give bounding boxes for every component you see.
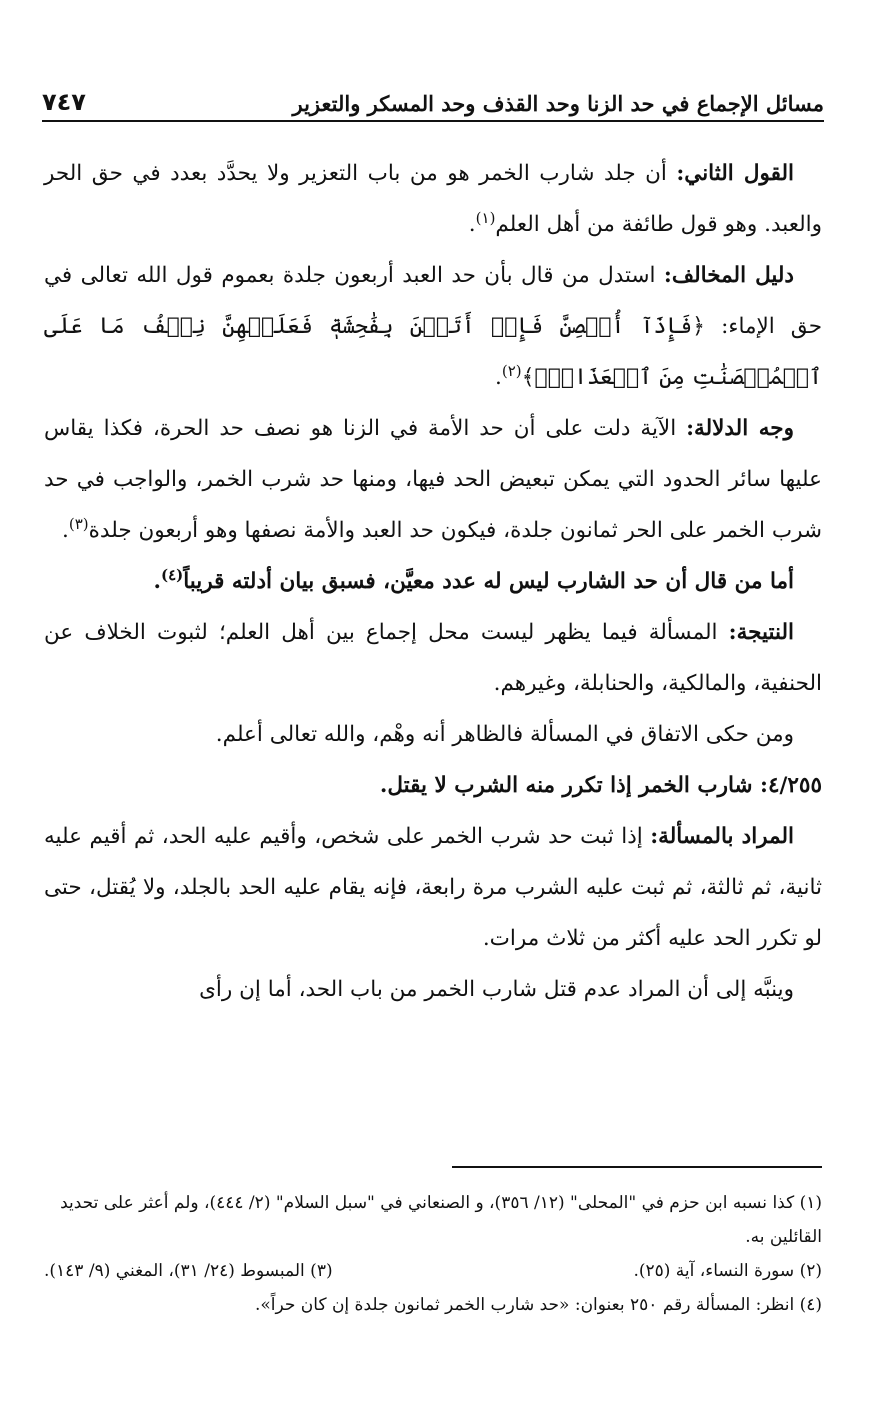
- footnote-3: (٣) المبسوط (٢٤/ ٣١)، المغني (٩/ ١٤٣).: [44, 1261, 333, 1281]
- paragraph-inference: [44, 403, 822, 556]
- footnotes: [44, 1186, 822, 1322]
- footnote-marker: (١): [475, 208, 496, 227]
- header-rule: [42, 120, 824, 122]
- running-title: مسائل الإجماع في حد الزنا وحد القذف وحد المسكر والتعزير: [292, 91, 824, 116]
- paragraph-other-view: [44, 556, 822, 607]
- paragraph-meaning: [44, 811, 822, 964]
- paragraph-text: المسألة فيما يظهر ليست محل إجماع بين أهل العلم؛ لثبوت الخلاف عن الحنفية، والمالكية، والحنابلة، وغيرهم.: [44, 620, 822, 696]
- paragraph-note: [44, 964, 822, 1015]
- footnote-4: (٤) انظر: المسألة رقم ٢٥٠ بعنوان: «حد شارب الخمر ثمانون جلدة إن كان حراً».: [254, 1295, 822, 1315]
- paragraph-text: أما من قال أن حد الشارب ليس له عدد معيَّن، فسبق بيان أدلته قريباً: [183, 569, 794, 594]
- paragraph-label: النتيجة:: [728, 620, 794, 645]
- footnote-marker: (٢): [501, 361, 522, 380]
- paragraph-text: وينبَّه إلى أن المراد عدم قتل شارب الخمر من باب الحد، أما إن رأى: [199, 977, 794, 1002]
- paragraph-label: وجه الدلالة:: [686, 416, 794, 441]
- paragraph-end: .: [62, 518, 69, 543]
- page-header: [42, 72, 824, 116]
- paragraph-label: دليل المخالف:: [663, 263, 794, 288]
- paragraph-opponent-evidence: [44, 250, 822, 403]
- paragraph-result: [44, 607, 822, 709]
- footnote-2: (٢) سورة النساء، آية (٢٥).: [633, 1261, 822, 1281]
- paragraph-text: استدل من قال بأن حد العبد أربعون جلدة بعموم قول الله تعالى في حق الإماء:: [44, 263, 822, 339]
- paragraph-second-opinion: [44, 148, 822, 250]
- footnote-marker: (٣): [68, 514, 89, 533]
- footnote-rule: [452, 1166, 822, 1168]
- page-number: ٧٤٧: [42, 88, 86, 116]
- paragraph-text: إذا ثبت حد شرب الخمر على شخص، وأقيم عليه الحد، ثم أقيم عليه ثانية، ثم ثالثة، ثم ثبت عليه الشرب مرة رابعة، فإنه يقام عليه الحد بالجلد، ولا يُقتل، حتى لو تكرر الحد عليه أكثر من ثلاث مرات.: [44, 824, 822, 951]
- paragraph-conclusion: [44, 709, 822, 760]
- paragraph-end: .: [468, 212, 476, 237]
- quran-verse: ﴿فَإِذَآ أُحۡصِنَّ فَإِنۡ أَتَيۡنَ بِفَٰحِشَةٖ فَعَلَيۡهِنَّ نِصۡفُ مَا عَلَى ٱلۡمُحۡصَنَٰتِ مِنَ ٱلۡعَذَابِۚ﴾: [44, 314, 822, 390]
- footnote-marker: (٤): [160, 565, 184, 584]
- footnote-1: (١) كذا نسبه ابن حزم في "المحلى" (١٢/ ٣٥٦)، و الصنعاني في "سبل السلام" (٢/ ٤٤٤)، ولم أعثر على تحديد القائلين به.: [60, 1193, 822, 1247]
- paragraph-text: ومن حكى الاتفاق في المسألة فالظاهر أنه وهْم، والله تعالى أعلم.: [215, 722, 794, 747]
- main-text: [44, 148, 822, 1015]
- section-heading: ٤/٢٥٥: شارب الخمر إذا تكرر منه الشرب لا يقتل.: [379, 773, 822, 798]
- paragraph-label: المراد بالمسألة:: [650, 824, 794, 849]
- paragraph-end: .: [494, 365, 502, 390]
- paragraph-end: .: [153, 569, 161, 594]
- paragraph-text: أن جلد شارب الخمر هو من باب التعزير ولا يحدَّد بعدد في حق الحر والعبد. وهو قول طائفة من أهل العلم: [44, 161, 822, 237]
- paragraph-label: القول الثاني:: [676, 161, 794, 186]
- paragraph-text: الآية دلت على أن حد الأمة في الزنا هو نصف حد الحرة، فكذا يقاس عليها سائر الحدود التي يمكن تبعيض الحد فيها، ومنها حد شرب الخمر، والواجب في حد شرب الخمر على الحر ثمانون جلدة، فيكون حد العبد والأمة نصفها وهو أربعون جلدة: [44, 416, 822, 543]
- footnote-row: [44, 1254, 822, 1288]
